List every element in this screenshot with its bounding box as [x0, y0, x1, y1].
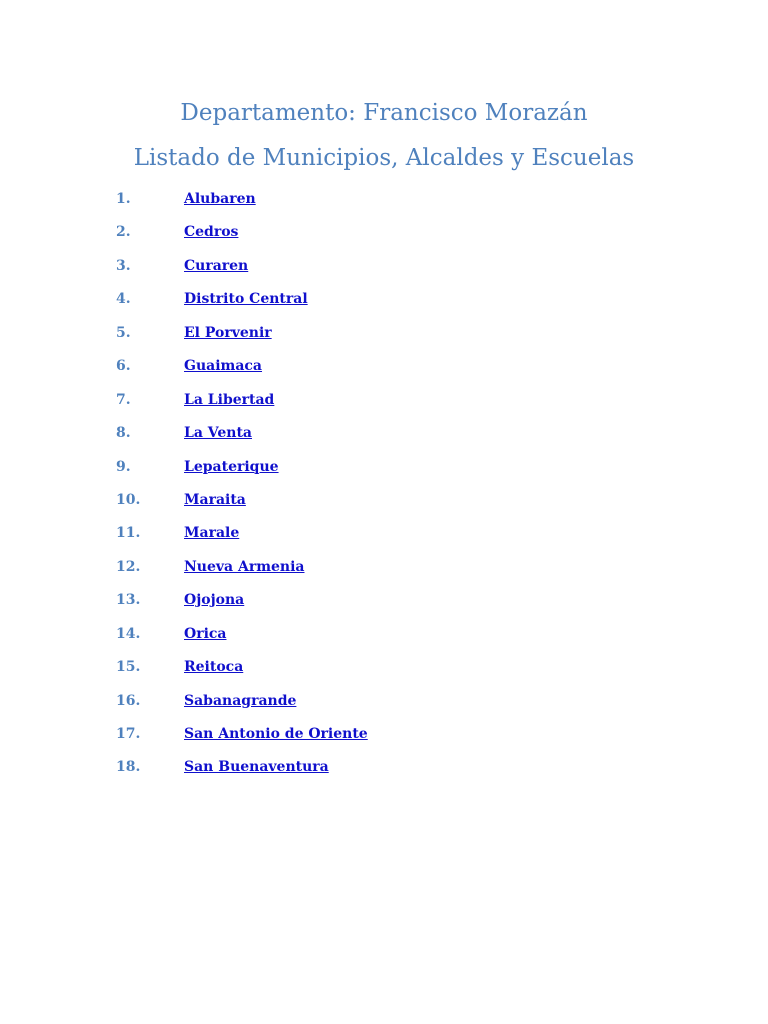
item-number: 10.: [116, 491, 141, 508]
item-number: 12.: [116, 558, 141, 575]
list-item: [0, 558, 768, 591]
list-item: [0, 625, 768, 658]
municipio-link[interactable]: Cedros: [184, 224, 239, 241]
list-title: Listado de Municipios, Alcaldes y Escuelas: [133, 145, 635, 171]
list-item: [0, 424, 768, 457]
item-number: 9.: [116, 458, 131, 475]
list-item: [0, 491, 768, 524]
item-number: 15.: [116, 659, 141, 676]
list-item: [0, 692, 768, 725]
municipio-link[interactable]: El Porvenir: [184, 324, 272, 341]
municipio-link[interactable]: Orica: [184, 625, 227, 642]
item-number: 5.: [116, 324, 131, 341]
item-number: 11.: [116, 525, 141, 542]
municipio-link[interactable]: Guaimaca: [184, 358, 263, 375]
list-item: [0, 190, 768, 223]
list-item: [0, 223, 768, 256]
item-number: 1.: [116, 191, 131, 207]
list-item: [0, 290, 768, 323]
list-item: [0, 658, 768, 691]
list-item: [0, 725, 768, 758]
municipio-link[interactable]: Sabanagrande: [184, 692, 297, 709]
item-number: 8.: [116, 425, 131, 442]
list-item: [0, 524, 768, 557]
list-item: [0, 458, 768, 491]
municipio-link[interactable]: Curaren: [184, 257, 249, 274]
list-item: [0, 591, 768, 624]
municipio-link[interactable]: La Libertad: [184, 391, 275, 408]
municipio-link[interactable]: Ojojona: [184, 592, 245, 609]
item-number: 2.: [116, 224, 131, 241]
department-title: Departamento: Francisco Morazán: [180, 100, 588, 126]
municipio-link[interactable]: Lepaterique: [184, 458, 279, 475]
municipio-link[interactable]: Distrito Central: [184, 291, 308, 308]
item-number: 18.: [116, 759, 141, 776]
item-number: 3.: [116, 257, 131, 274]
municipio-link[interactable]: La Venta: [184, 425, 252, 442]
item-number: 13.: [116, 592, 141, 609]
item-number: 16.: [116, 692, 141, 709]
municipio-link[interactable]: Alubaren: [184, 191, 256, 207]
item-number: 14.: [116, 625, 141, 642]
item-number: 17.: [116, 726, 141, 742]
municipios-list: [0, 190, 768, 792]
list-item: [0, 257, 768, 290]
list-item: [0, 391, 768, 424]
list-item: [0, 324, 768, 357]
municipio-link[interactable]: San Antonio de Oriente: [184, 726, 368, 742]
municipio-link[interactable]: Reitoca: [184, 659, 244, 676]
municipio-link[interactable]: Nueva Armenia: [184, 558, 305, 575]
item-number: 6.: [116, 358, 131, 375]
municipio-link[interactable]: Maraita: [184, 491, 246, 508]
list-item: [0, 357, 768, 390]
item-number: 4.: [116, 291, 131, 308]
municipio-link[interactable]: San Buenaventura: [184, 759, 329, 776]
list-item: [0, 758, 768, 791]
municipio-link[interactable]: Marale: [184, 525, 240, 542]
item-number: 7.: [116, 391, 131, 408]
